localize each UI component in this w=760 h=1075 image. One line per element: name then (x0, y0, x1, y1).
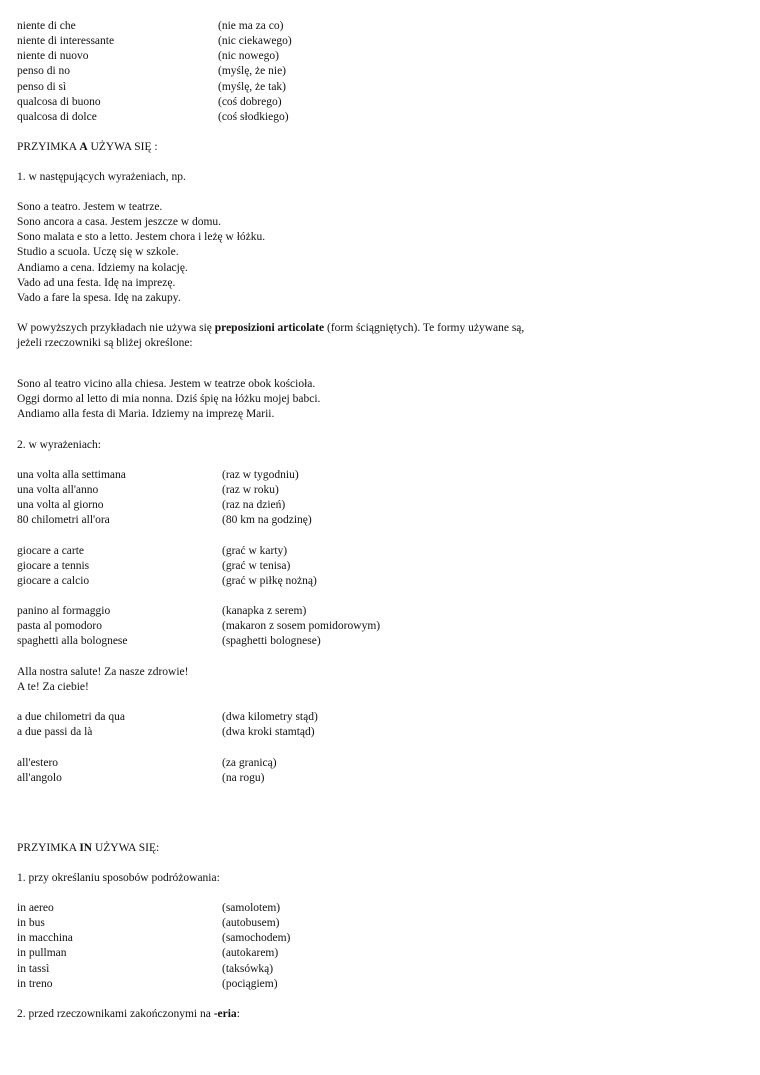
italian-phrase: una volta al giorno (17, 499, 104, 512)
note-line-post: (form ściągniętych). Te formy używane są, (324, 322, 525, 334)
example-sentence: Oggi dormo al letto di mia nonna. Dziś śpię na łóżku mojej babci. (17, 393, 321, 406)
polish-translation: (samochodem) (222, 932, 291, 945)
section-heading-a-word: A (79, 141, 88, 153)
italian-phrase: in bus (17, 917, 45, 930)
example-sentence: Vado ad una festa. Idę na imprezę. (17, 276, 176, 289)
example-sentence: Vado a fare la spesa. Idę na zakupy. (17, 291, 181, 304)
polish-translation: (autobusem) (222, 917, 280, 930)
vocab-row (17, 725, 617, 740)
polish-translation: (spaghetti bolognese) (222, 635, 321, 648)
polish-translation: (raz na dzień) (222, 499, 286, 512)
polish-translation: (samolotem) (222, 902, 281, 914)
italian-phrase: giocare a tennis (17, 560, 90, 573)
vocab-row (17, 483, 617, 498)
polish-translation: (pociągiem) (222, 977, 278, 990)
vocab-row (17, 513, 617, 528)
vocab-row (17, 931, 617, 946)
vocab-row (17, 634, 617, 649)
vocab-row (17, 468, 617, 483)
polish-translation: (dwa kilometry stąd) (222, 711, 318, 723)
polish-translation: (kanapka z serem) (222, 605, 307, 617)
example-sentence: Sono al teatro vicino alla chiesa. Jestem w teatrze obok kościoła. (17, 378, 316, 390)
vocab-row (17, 756, 617, 771)
section-heading-a-pre: PRZYIMKA (17, 141, 80, 153)
italian-phrase: a due chilometri da qua (17, 711, 125, 723)
polish-translation: (grać w piłkę nożną) (222, 575, 317, 588)
example-sentence: Andiamo alla festa di Maria. Idziemy na imprezę Marii. (17, 408, 275, 421)
toast-line: Alla nostra salute! Za nasze zdrowie! (17, 666, 189, 678)
italian-phrase: giocare a calcio (17, 575, 90, 588)
italian-phrase: penso di no (17, 65, 71, 78)
italian-phrase: una volta alla settimana (17, 469, 126, 481)
italian-phrase: all'estero (17, 757, 59, 769)
italian-phrase: niente di nuovo (17, 50, 89, 63)
section-heading-in-post: UŻYWA SIĘ: (92, 842, 160, 854)
vocab-row (17, 604, 617, 619)
polish-translation: (dwa kroki stamtąd) (222, 726, 315, 739)
italian-phrase: in macchina (17, 932, 73, 945)
example-sentence: Sono a teatro. Jestem w teatrze. (17, 201, 163, 213)
vocab-row (17, 80, 617, 95)
vocab-row (17, 901, 617, 916)
italian-phrase: in tassì (17, 962, 50, 975)
note-line-bold: preposizioni articolate (214, 322, 325, 334)
example-sentence: Studio a scuola. Uczę się w szkole. (17, 246, 179, 259)
point-heading-pre: 2. przed rzeczownikami zakończonymi na (17, 1008, 214, 1020)
vocab-row (17, 498, 617, 513)
italian-phrase: panino al formaggio (17, 605, 111, 617)
polish-translation: (coś słodkiego) (218, 110, 289, 123)
italian-phrase: qualcosa di buono (17, 95, 101, 108)
vocab-row (17, 95, 617, 110)
polish-translation: (makaron z sosem pomidorowym) (222, 620, 381, 633)
vocab-row (17, 710, 617, 725)
note-line-2: jeżeli rzeczowniki są bliżej określone: (17, 337, 193, 349)
italian-phrase: una volta all'anno (17, 484, 99, 497)
italian-phrase: spaghetti alla bolognese (17, 635, 128, 648)
point-heading: 1. przy określaniu sposobów podróżowania: (17, 872, 220, 884)
example-sentence: Sono malata e sto a letto. Jestem chora i leżę w łóżku. (17, 231, 266, 244)
vocab-row (17, 544, 617, 559)
vocab-row (17, 559, 617, 574)
note-line (17, 321, 524, 336)
polish-translation: (coś dobrego) (218, 95, 282, 108)
point-heading-bold: -eria (213, 1008, 237, 1020)
polish-translation: (nic ciekawego) (218, 35, 292, 48)
vocab-row (17, 19, 617, 34)
polish-translation: (myślę, że nie) (218, 65, 287, 78)
vocab-row (17, 916, 617, 931)
italian-phrase: giocare a carte (17, 545, 85, 557)
vocab-row (17, 771, 617, 786)
italian-phrase: in treno (17, 977, 53, 990)
vocab-row (17, 574, 617, 589)
point-heading-post: : (236, 1008, 240, 1020)
polish-translation: (myślę, że tak) (218, 80, 287, 93)
italian-phrase: in pullman (17, 947, 67, 960)
vocab-row (17, 962, 617, 977)
vocab-row (17, 49, 617, 64)
section-heading-in-pre: PRZYIMKA (17, 842, 80, 854)
section-heading-a-post: UŻYWA SIĘ : (87, 141, 158, 153)
polish-translation: (autokarem) (222, 947, 279, 960)
italian-phrase: a due passi da là (17, 726, 93, 739)
polish-translation: (grać w karty) (222, 545, 288, 557)
vocab-row (17, 946, 617, 961)
italian-phrase: in aereo (17, 902, 54, 914)
note-line-pre: W powyższych przykładach nie używa się (17, 322, 215, 334)
section-heading-a (17, 140, 158, 155)
vocab-row (17, 34, 617, 49)
point-heading: 2. w wyrażeniach: (17, 439, 101, 451)
section-heading-in-word: IN (79, 842, 93, 854)
example-sentence: Sono ancora a casa. Jestem jeszcze w domu. (17, 216, 222, 229)
vocab-row (17, 64, 617, 79)
italian-phrase: qualcosa di dolce (17, 110, 97, 123)
example-sentence: Andiamo a cena. Idziemy na kolację. (17, 261, 188, 274)
polish-translation: (80 km na godzinę) (222, 514, 312, 527)
polish-translation: (za granicą) (222, 757, 277, 769)
italian-phrase: 80 chilometri all'ora (17, 514, 110, 527)
italian-phrase: all'angolo (17, 772, 62, 785)
polish-translation: (na rogu) (222, 772, 265, 785)
point-heading (17, 1007, 240, 1022)
polish-translation: (raz w tygodniu) (222, 469, 299, 481)
italian-phrase: niente di che (17, 20, 76, 32)
section-heading-in (17, 841, 159, 856)
italian-phrase: niente di interessante (17, 35, 115, 48)
polish-translation: (taksówką) (222, 962, 274, 975)
vocab-row (17, 977, 617, 992)
toast-line: A te! Za ciebie! (17, 681, 89, 694)
italian-phrase: penso di sì (17, 80, 67, 93)
italian-phrase: pasta al pomodoro (17, 620, 102, 633)
vocab-row (17, 110, 617, 125)
vocab-row (17, 619, 617, 634)
polish-translation: (nic nowego) (218, 50, 279, 63)
polish-translation: (raz w roku) (222, 484, 279, 497)
polish-translation: (grać w tenisa) (222, 560, 291, 573)
polish-translation: (nie ma za co) (218, 20, 284, 32)
point-heading: 1. w następujących wyrażeniach, np. (17, 171, 186, 183)
